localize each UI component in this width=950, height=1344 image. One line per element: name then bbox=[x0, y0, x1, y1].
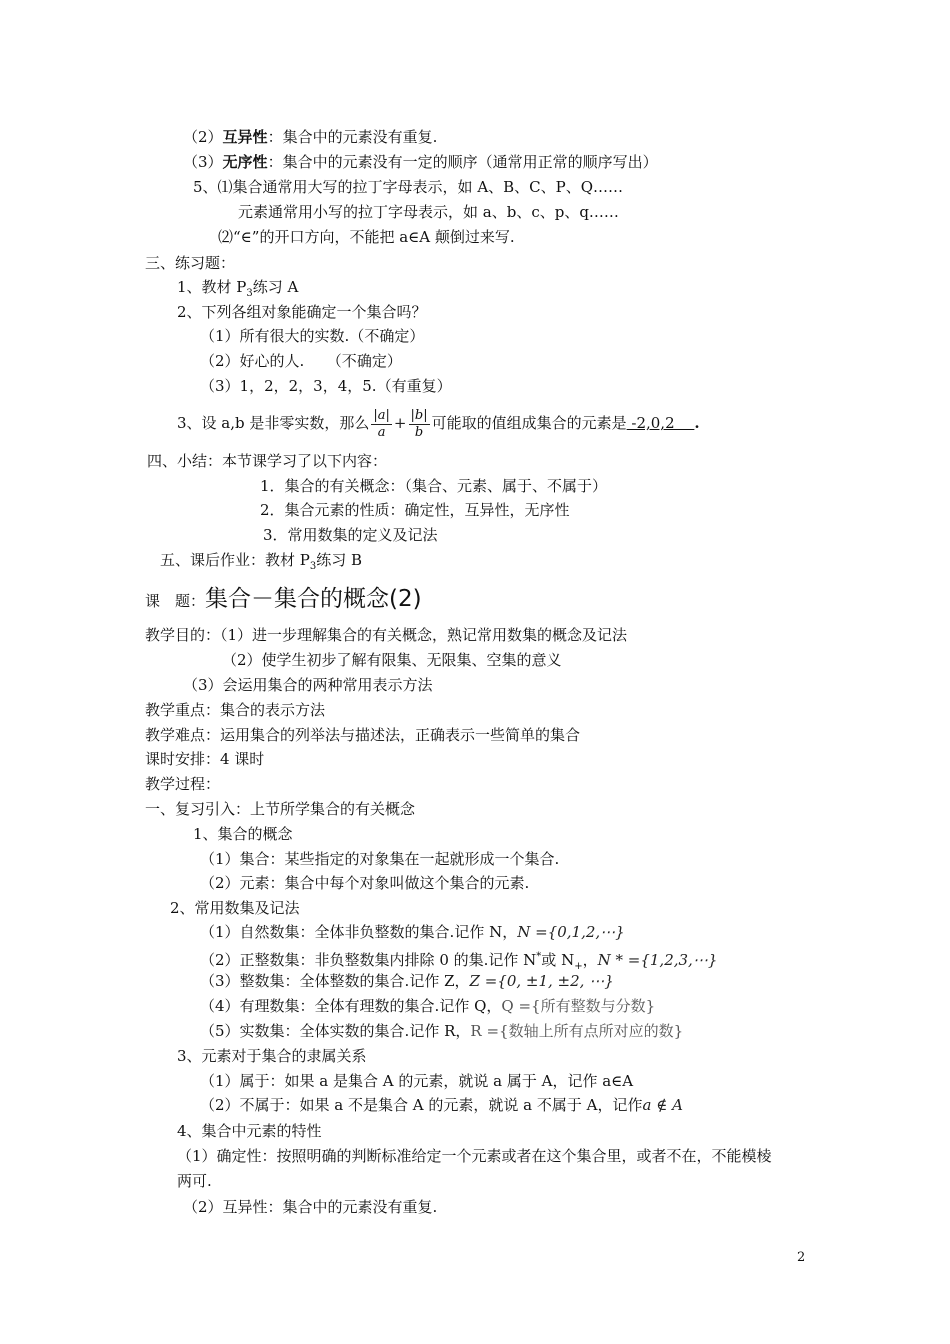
notation-line-1: 5、⑴集合通常用大写的拉丁字母表示，如 A、B、C、P、Q…… bbox=[193, 178, 624, 196]
property-distinct: （2）互异性：集合中的元素没有重复. bbox=[183, 128, 438, 146]
goal-2: （2）使学生初步了解有限集、无限集、空集的意义 bbox=[222, 651, 562, 669]
homework: 五、课后作业：教材 $P_3$练习 B bbox=[160, 551, 363, 572]
membership-not-belongs: （2）不属于：如果 a 不是集合 A 的元素，就说 a 不属于 A，记作a ∉ A bbox=[200, 1096, 683, 1114]
concept-element: （2）元素：集合中每个对象叫做这个集合的元素. bbox=[200, 874, 530, 892]
summary-item-1: 1．集合的有关概念：（集合、元素、属于、不属于） bbox=[260, 477, 608, 495]
membership-belongs: （1）属于：如果 a 是集合 A 的元素，就说 a 属于 A，记作 a∈A bbox=[200, 1072, 634, 1090]
notation-line-3: ⑵“∈”的开口方向，不能把 a∈A 颠倒过来写. bbox=[218, 228, 515, 246]
fraction-b: $\frac{|b|}{b}$ bbox=[410, 407, 428, 440]
review-heading: 一、复习引入：上节所学集合的有关概念 bbox=[145, 800, 416, 818]
fraction-a: $\frac{|a|}{a}$ bbox=[373, 407, 390, 440]
hours: 课时安排：4 课时 bbox=[145, 750, 265, 768]
integers: （3）整数集：全体整数的集合.记作 Z，Z ={0, ±1, ±2, ⋯} bbox=[200, 972, 614, 990]
trait-distinct: （2）互异性：集合中的元素没有重复. bbox=[183, 1198, 438, 1216]
goal-3: （3）会运用集合的两种常用表示方法 bbox=[183, 676, 433, 694]
practice-q1: 1、教材 $P_3$练习 A bbox=[177, 278, 299, 299]
practice-heading: 三、练习题： bbox=[145, 254, 236, 272]
lesson-title: 课 题：集合－集合的概念(2) bbox=[145, 586, 422, 612]
page-number: 2 bbox=[797, 1250, 806, 1265]
summary-item-3: 3．常用数集的定义及记法 bbox=[263, 526, 438, 544]
difficulty: 教学难点：运用集合的列举法与描述法，正确表示一些简单的集合 bbox=[145, 726, 581, 744]
membership-heading: 3、元素对于集合的隶属关系 bbox=[177, 1047, 367, 1065]
number-sets-heading: 2、常用数集及记法 bbox=[170, 899, 300, 917]
process-heading: 教学过程： bbox=[145, 775, 221, 793]
goal-1: 教学目的：（1）进一步理解集合的有关概念，熟记常用数集的概念及记法 bbox=[145, 626, 628, 644]
answer-blank: -2,0,2 bbox=[626, 414, 695, 432]
trait-definite-1: （1）确定性：按照明确的判断标准给定一个元素或者在这个集合里，或者不在，不能模棱 bbox=[177, 1147, 772, 1165]
concept-heading: 1、集合的概念 bbox=[193, 825, 293, 843]
practice-q2-c: （3）1，2，2，3，4，5.（有重复） bbox=[200, 377, 452, 395]
notation-line-2: 元素通常用小写的拉丁字母表示，如 a、b、c、p、q…… bbox=[238, 203, 619, 221]
practice-q2: 2、下列各组对象能确定一个集合吗？ bbox=[177, 303, 427, 321]
summary-heading: 四、小结：本节课学习了以下内容： bbox=[147, 452, 388, 470]
practice-q3: 3、设 a,b 是非零实数，那么 $\frac{|a|}{a}$ + $\frac{|b|}{b}$ 可能取的值组成集合的元素是 -2,0,2 . bbox=[177, 407, 700, 440]
practice-q2-a: （1）所有很大的实数.（不确定） bbox=[200, 327, 425, 345]
natural-numbers: （1）自然数集：全体非负整数的集合.记作 N，N ={0,1,2,⋯} bbox=[200, 923, 625, 941]
practice-q2-b: （2）好心的人. （不确定） bbox=[200, 352, 402, 370]
summary-item-2: 2．集合元素的性质：确定性，互异性，无序性 bbox=[260, 501, 570, 519]
real-numbers: （5）实数集：全体实数的集合.记作 R，R ={数轴上所有点所对应的数} bbox=[200, 1022, 684, 1040]
key-point: 教学重点：集合的表示方法 bbox=[145, 701, 326, 719]
positive-integers: （2）正整数集：非负整数集内排除 0 的集.记作 N*或 $N_+$，N * ={1,2,3,⋯} bbox=[200, 951, 718, 972]
concept-set: （1）集合：某些指定的对象集在一起就形成一个集合. bbox=[200, 850, 560, 868]
element-traits-heading: 4、集合中元素的特性 bbox=[177, 1122, 322, 1140]
rational-numbers: （4）有理数集：全体有理数的集合.记作 Q，Q ={所有整数与分数} bbox=[200, 997, 656, 1015]
trait-definite-2: 两可. bbox=[177, 1172, 212, 1190]
property-unordered: （3）无序性：集合中的元素没有一定的顺序（通常用正常的顺序写出） bbox=[183, 153, 658, 171]
